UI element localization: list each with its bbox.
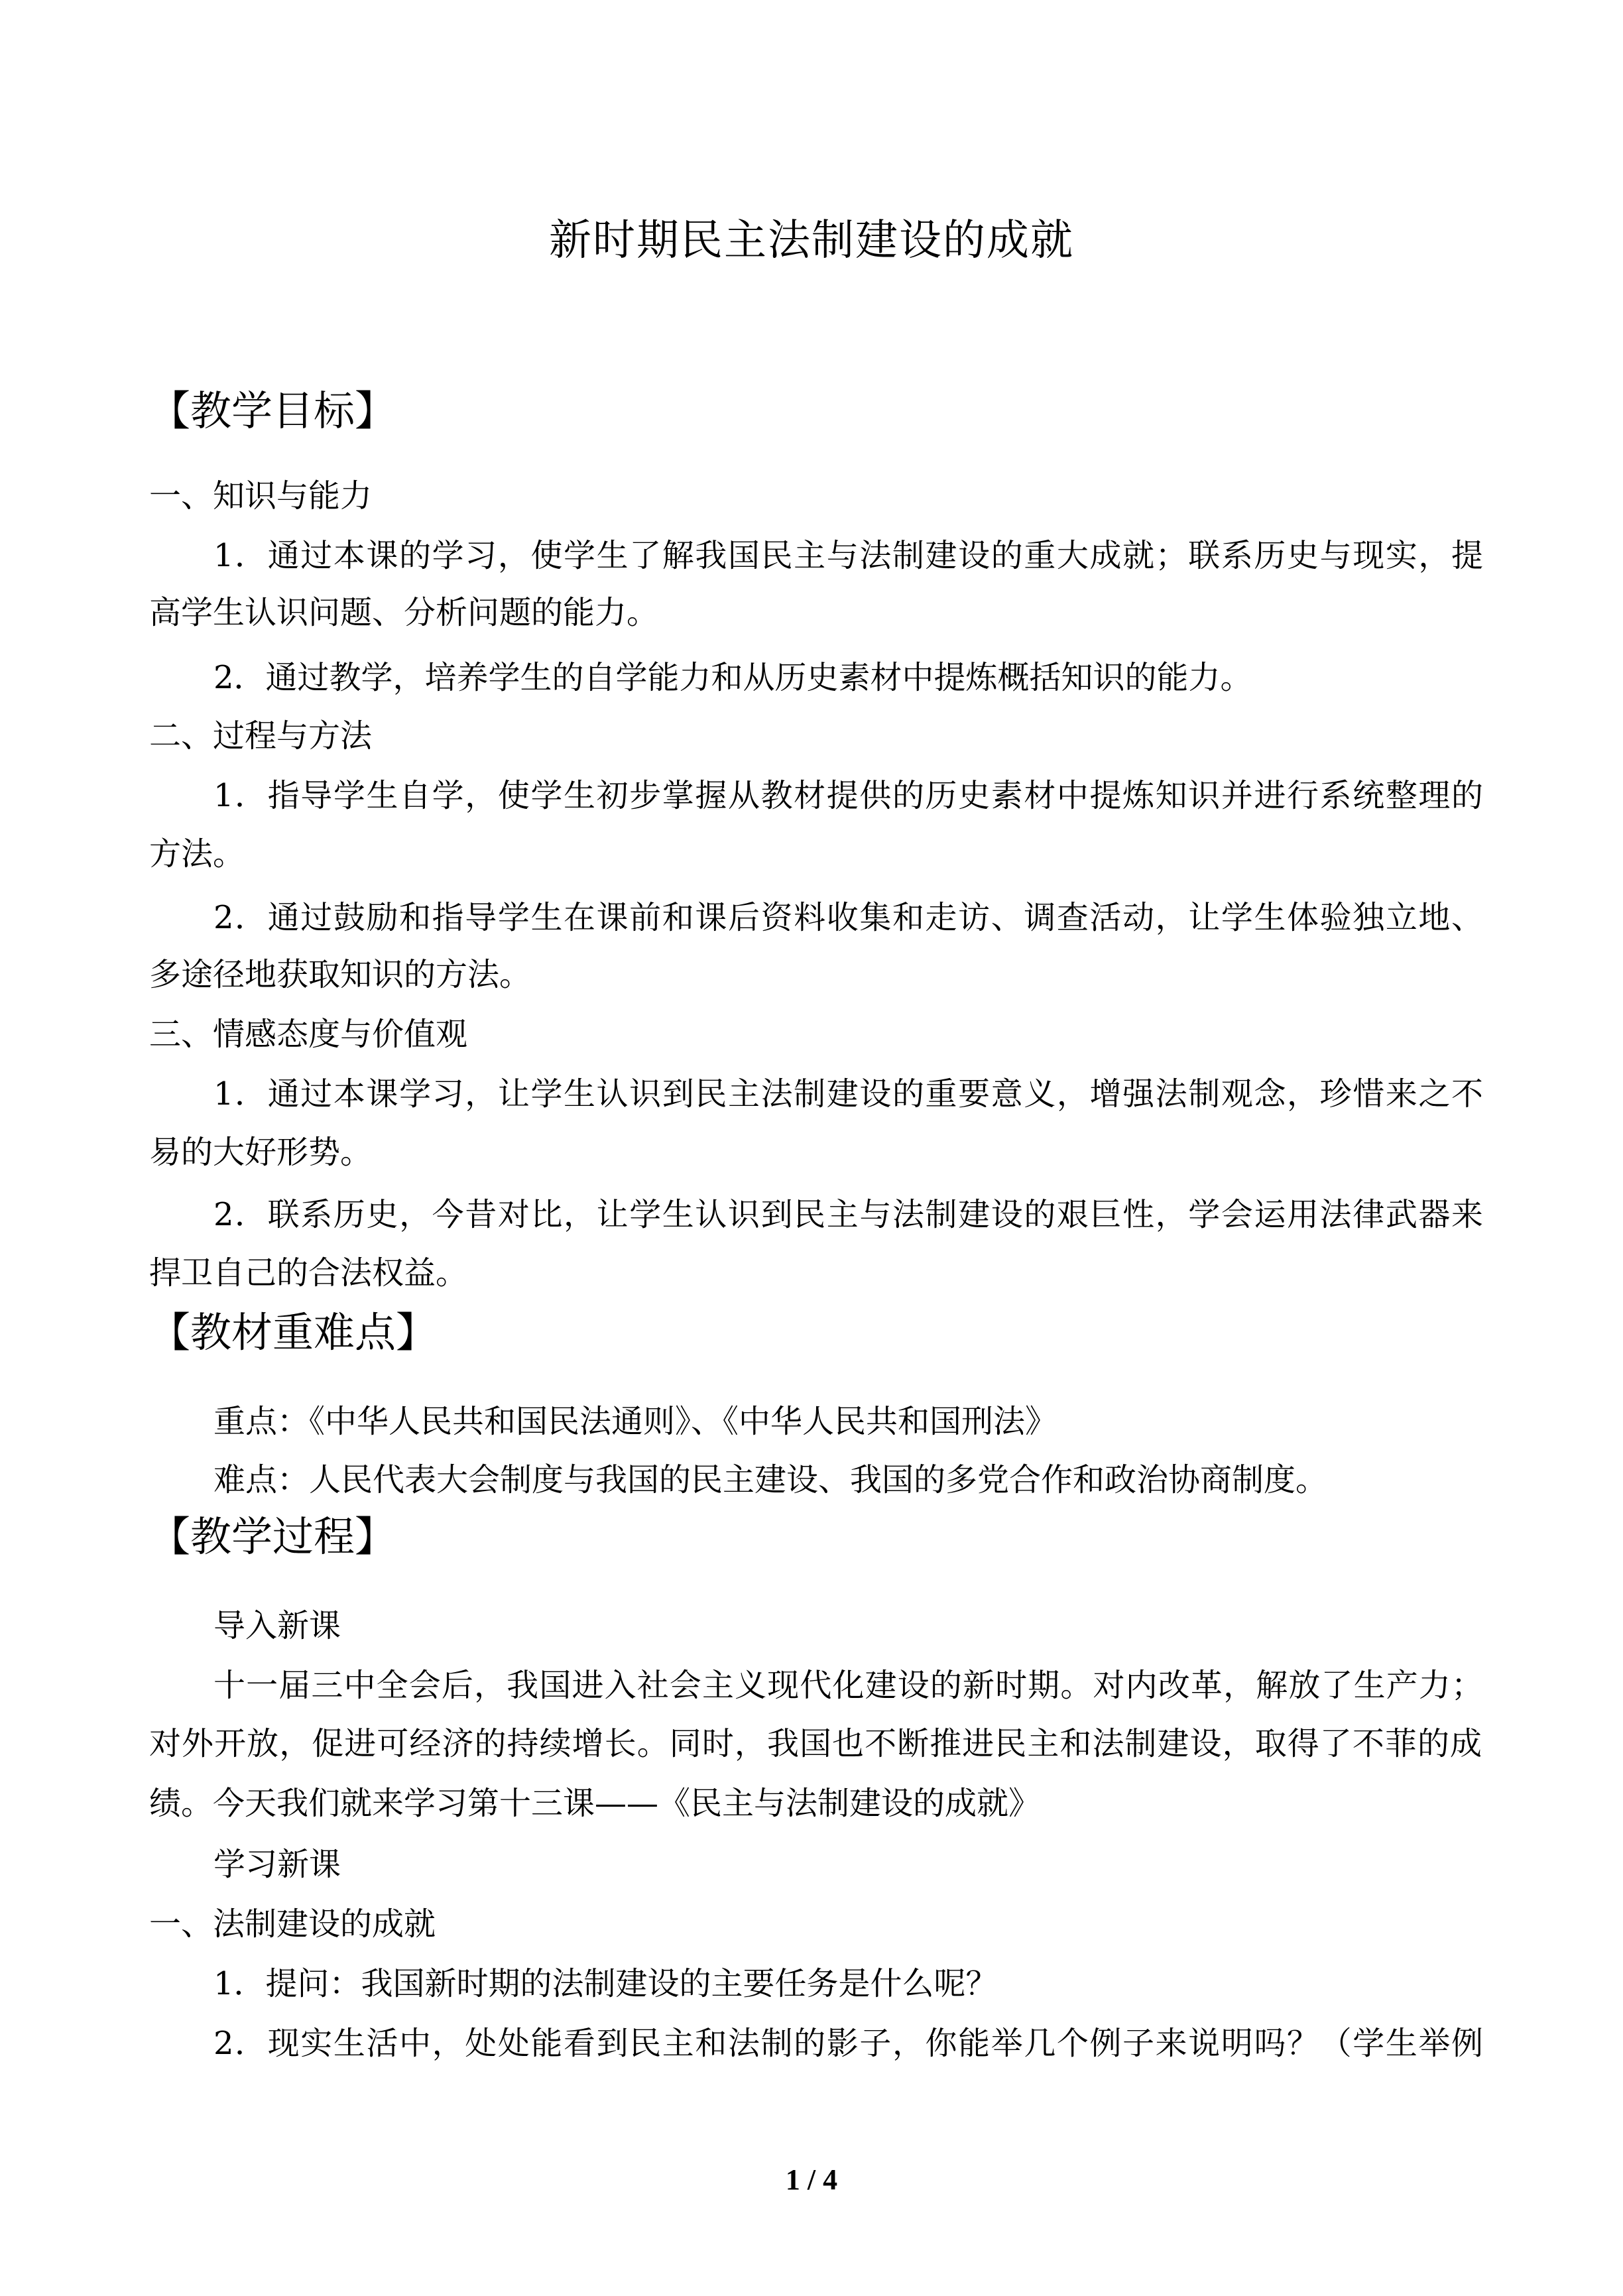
document-title: 新时期民主法制建设的成就 <box>549 216 1074 265</box>
section-heading-teaching-goals: 【教学目标】 <box>149 387 396 435</box>
question-2: 2．现实生活中，处处能看到民主和法制的影子，你能举几个例子来说明吗？（学生举例 <box>213 2025 1483 2062</box>
process-item-1-line-2: 方法。 <box>149 835 245 873</box>
paragraph-line <box>213 1193 1483 1236</box>
subheading-emotion-values: 三、情感态度与价值观 <box>149 1016 468 1053</box>
knowledge-item-2: 2．通过教学，培养学生的自学能力和从历史素材中提炼概括知识的能力。 <box>213 659 1252 696</box>
part1-heading: 一、法制建设的成就 <box>149 1905 436 1943</box>
paragraph-line <box>213 534 1483 577</box>
process-item-2-line-2: 多途径地获取知识的方法。 <box>149 956 532 993</box>
emotion-item-2-line-1: 2．联系历史，今昔对比，让学生认识到民主与法制建设的艰巨性，学会运用法律武器来 <box>213 1196 1483 1233</box>
process-item-2-line-1: 2．通过鼓励和指导学生在课前和课后资料收集和走访、调查活动，让学生体验独立地、 <box>213 899 1483 936</box>
knowledge-item-1-line-2: 高学生认识问题、分析问题的能力。 <box>149 594 659 631</box>
new-lesson-heading: 学习新课 <box>213 1846 341 1883</box>
process-item-1-line-1: 1．指导学生自学，使学生初步掌握从教材提供的历史素材中提炼知识并进行系统整理的 <box>213 777 1483 814</box>
intro-line-3: 绩。今天我们就来学习第十三课——《民主与法制建设的成就》 <box>149 1785 1041 1822</box>
paragraph-line <box>149 1722 1482 1765</box>
paragraph-line <box>213 1664 1483 1707</box>
emotion-item-2-line-2: 捍卫自己的合法权益。 <box>149 1254 468 1292</box>
question-1: 1．提问：我国新时期的法制建设的主要任务是什么呢？ <box>213 1965 998 2002</box>
difficult-point: 难点：人民代表大会制度与我国的民主建设、我国的多党合作和政治协商制度。 <box>213 1461 1328 1498</box>
subheading-process-method: 二、过程与方法 <box>149 717 373 755</box>
page-indicator: 1 / 4 <box>785 2163 838 2196</box>
paragraph-line <box>213 2022 1483 2065</box>
section-heading-key-difficult-points: 【教材重难点】 <box>149 1308 438 1357</box>
paragraph-line <box>213 1073 1483 1115</box>
knowledge-item-1-line-1: 1．通过本课的学习，使学生了解我国民主与法制建设的重大成就；联系历史与现实，提 <box>213 537 1483 574</box>
emotion-item-1-line-1: 1．通过本课学习，让学生认识到民主法制建设的重要意义，增强法制观念，珍惜来之不 <box>213 1075 1483 1113</box>
intro-heading: 导入新课 <box>213 1607 341 1644</box>
section-heading-teaching-process: 【教学过程】 <box>149 1512 396 1561</box>
key-point: 重点：《中华人民共和国民法通则》、《中华人民共和国刑法》 <box>213 1403 1057 1440</box>
intro-line-1: 十一届三中全会后，我国进入社会主义现代化建设的新时期。对内改革，解放了生产力； <box>213 1667 1483 1704</box>
paragraph-line <box>213 774 1483 817</box>
intro-line-2: 对外开放，促进可经济的持续增长。同时，我国也不断推进民主和法制建设，取得了不菲的成 <box>149 1725 1482 1762</box>
subheading-knowledge-ability: 一、知识与能力 <box>149 477 373 514</box>
emotion-item-1-line-2: 易的大好形势。 <box>149 1134 373 1171</box>
paragraph-line <box>213 896 1483 939</box>
